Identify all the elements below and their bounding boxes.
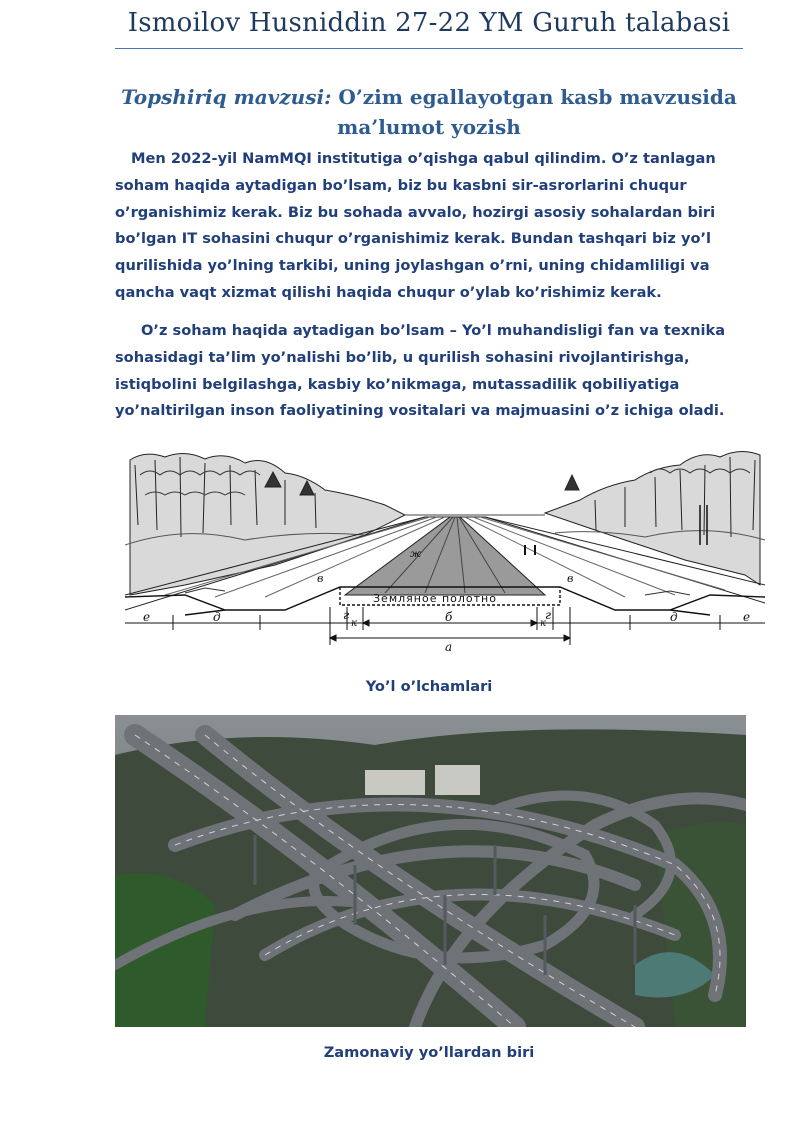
label-d-left: д — [213, 610, 221, 624]
label-k-left: к — [351, 618, 357, 629]
label-b: б — [445, 610, 453, 624]
roadbed-label: Земляное полотно — [373, 592, 497, 605]
label-e-left: е — [143, 610, 151, 624]
paragraph-2: O’z soham haqida aytadigan bo’lsam – Yo’l muhandisligi fan va texnika sohasidagi ta’lim yo’nalishi bo’lib, u qurilish sohasini rivojlantirishga, istiqbolini belgilashga, kasbiy ko’nikmaga, mutassadilik qobiliyatiga yo’naltirilgan inson faoliyatining vositalari va majmuasini o’z ichiga oladi. — [115, 322, 726, 420]
label-d-right: д — [670, 610, 678, 624]
topic-title: O’zim egallayotgan kasb mavzusida ma’lumot yozish — [331, 85, 737, 139]
label-k-right: к — [540, 618, 546, 629]
topic-prefix: Topshiriq mavzusi: — [121, 85, 332, 109]
header-divider — [115, 48, 743, 49]
label-v-left: в — [317, 572, 324, 585]
page-header: Ismoilov Husniddin 27-22 YM Guruh talabasi — [127, 8, 731, 38]
road-cross-section-figure — [125, 445, 765, 655]
label-a: а — [445, 640, 453, 654]
figure-1-caption: Yo’l o’lchamlari — [365, 678, 493, 695]
label-g-right: г — [545, 608, 552, 622]
topic-heading — [115, 82, 743, 142]
label-zh: ж — [410, 549, 422, 560]
paragraph-1: Men 2022-yil NamMQI institutiga o’qishga qabul qilindim. O’z tanlagan soham haqida aytadigan bo’lsam, biz bu kasbni sir-asrorlarini chuqur o’rganishimiz kerak. Biz bu sohada avvalo, hozirgi asosiy sohalardan biri bo’lgan IT sohasini chuqur o’rganishimiz kerak. Bundan tashqari biz yo’l qurilishida yo’lning tarkibi, uning joylashgan o’rni, uning chidamliligi va qancha vaqt xizmat qilishi haqida chuqur o’ylab ko’rishimiz kerak. — [115, 150, 716, 301]
figure-2-caption: Zamonaviy yo’llardan biri — [323, 1044, 535, 1061]
label-g-left: г — [343, 608, 350, 622]
label-e-right: е — [743, 610, 751, 624]
highway-interchange-photo — [115, 715, 746, 1027]
label-v-right: в — [567, 572, 574, 585]
